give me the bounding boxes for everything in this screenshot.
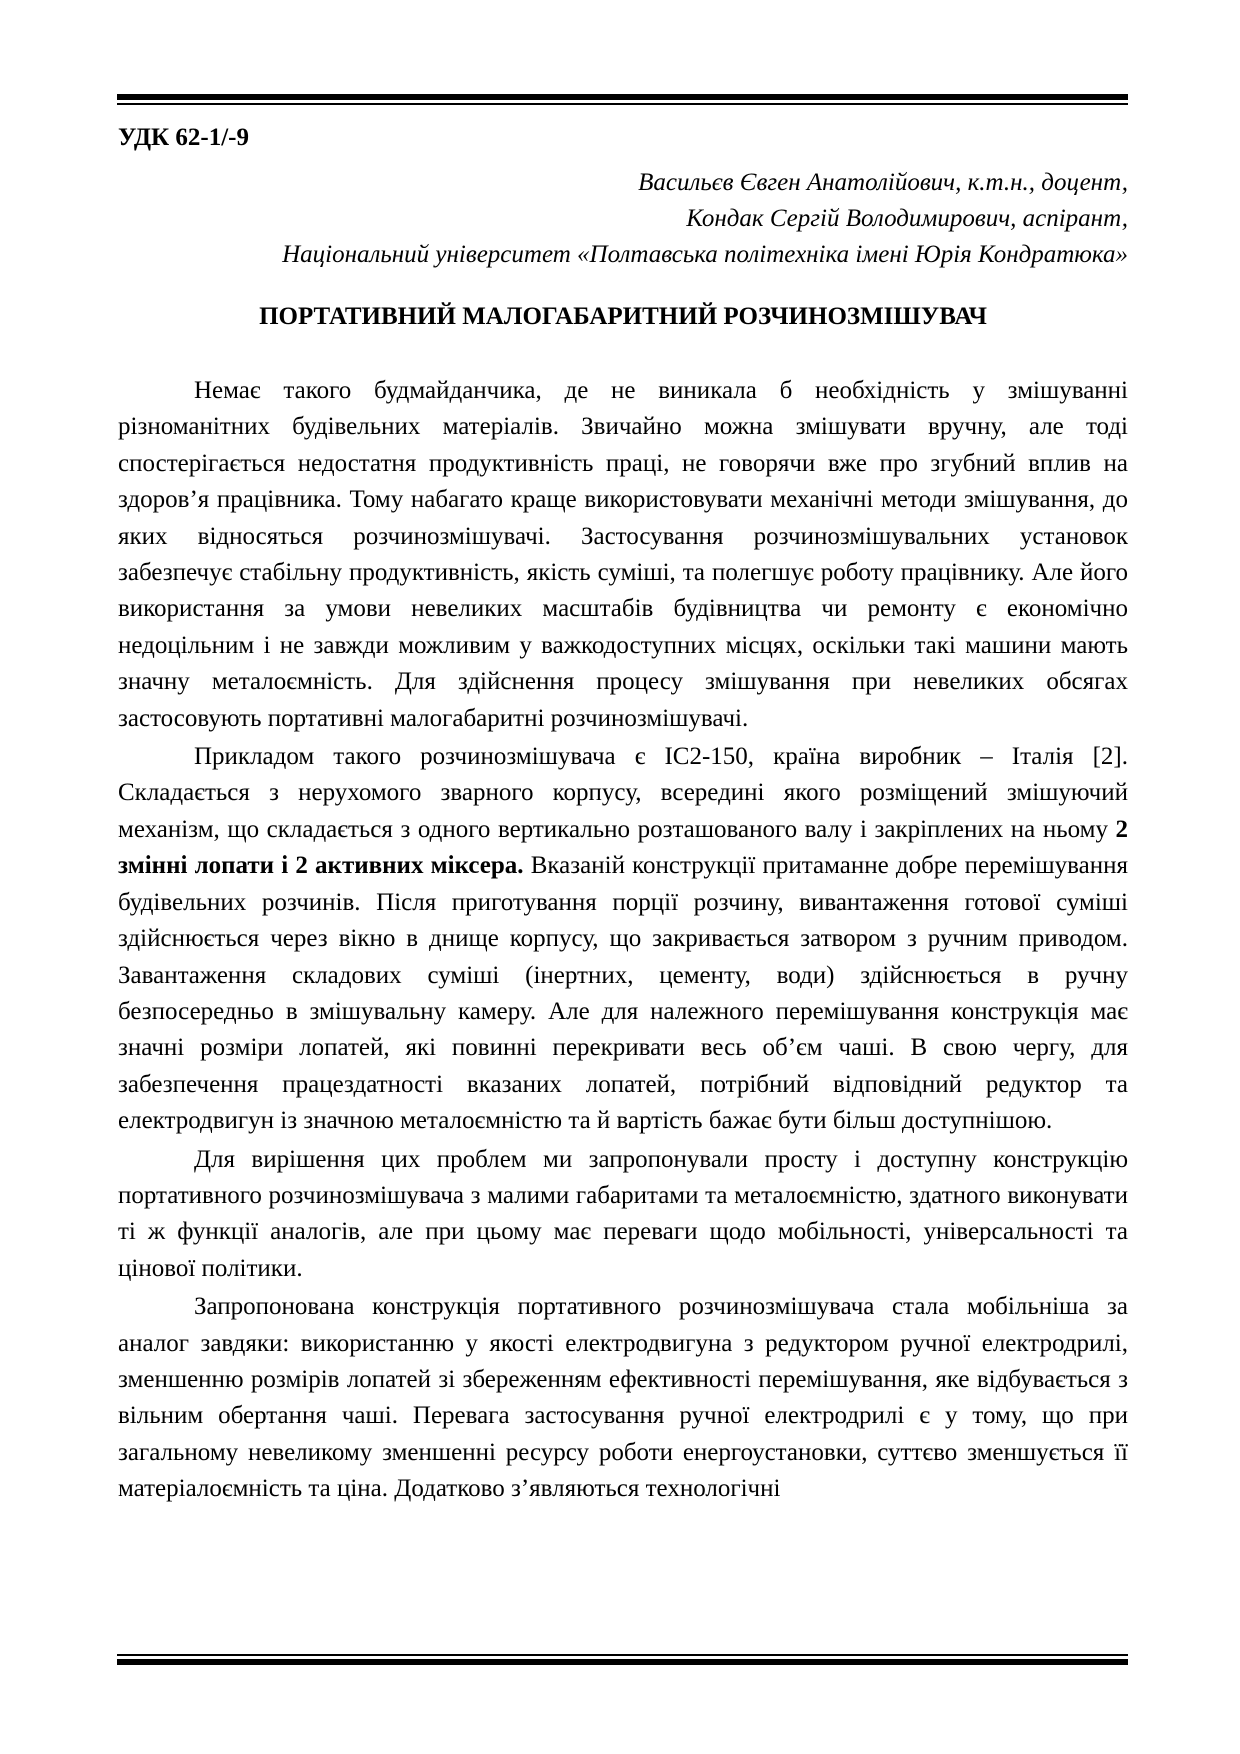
header-rule-thin-line — [117, 103, 1128, 105]
author-line-2: Кондак Сергій Володимирович, аспірант, — [686, 205, 1128, 232]
article-body — [118, 373, 1128, 1508]
paragraph-1: Немає такого будмайданчика, де не виникала б необхідність у змішуванні різноманітних будівельних матеріалів. Звичайно можна змішувати вручну, але тоді спостерігається недостатня продуктивність праці, не говорячи вже про згубний вплив на здоров’я працівника. Тому набагато краще використовувати механічні методи змішування, до яких відносяться розчинозмішувачі. Застосування розчинозмішувальних установок забезпечує стабільну продуктивність, якість суміші, та полегшує роботу працівнику. Але його використання за умови невеликих масштабів будівництва чи ремонту є економічно недоцільним і не завжди можливим у важкодоступних місцях, оскільки такі машини мають значну металоємність. Для здійснення процесу змішування при невеликих обсягах застосовують портативні малогабаритні розчинозмішувачі. — [118, 377, 1128, 732]
paragraph-2 — [118, 739, 1128, 1139]
paragraph-4: Запропонована конструкція портативного розчинозмішувача стала мобільніша за аналог завдяки: використанню у якості електродвигуна з редуктором ручної електродрилі, зменшенню розмірів лопатей зі збереженням ефективності перемішування, яке відбувається з вільним обертання чаші. Перевага застосування ручної електродрилі є у тому, що при загальному невеликому зменшенні ресурсу роботи енергоустановки, суттєво зменшується її матеріалоємність та ціна. Додатково з’являються технологічні — [118, 1293, 1128, 1503]
paragraph-2-text-start: Прикладом такого розчинозмішувача є ІС2-150, країна виробник – Італія [2]. Складається з нерухомого зварного корпусу, всередині якого розміщений змішуючий механізм, що складається з одного вертикально розташованого валу і закріплених на ньому — [118, 743, 1128, 843]
udk-code: УДК 62-1/-9 — [118, 124, 249, 151]
author-block — [118, 165, 1128, 273]
header-rule — [117, 94, 1128, 105]
footer-rule-thin-line — [117, 1654, 1128, 1656]
footer-rule — [117, 1654, 1128, 1665]
author-line-1: Васильєв Євген Анатолійович, к.т.н., доцент, — [638, 169, 1128, 196]
paragraph-3: Для вирішення цих проблем ми запропонували просту і доступну конструкцію портативного розчинозмішувача з малими габаритами та металоємністю, здатного виконувати ті ж функції аналогів, але при цьому має переваги щодо мобільності, універсальності та цінової політики. — [118, 1145, 1128, 1282]
paragraph-2-text-end: Вказаній конструкції притаманне добре перемішування будівельних розчинів. Після приготування порції розчину, вивантаження готової суміші здійснюється через вікно в днище корпусу, що закривається затвором з ручним приводом. Завантаження складових суміші (інертних, цементу, води) здійснюється в ручну безпосередньо в змішувальну камеру. Але для належного перемішування конструкція має значні розміри лопатей, які повинні перекривати весь об’єм чаші. В свою чергу, для забезпечення працездатності вказаних лопатей, потрібний відповідний редуктор та електродвигун із значною металоємністю та й вартість бажає бути більш доступнішою. — [118, 852, 1128, 1135]
footer-rule-thick-line — [117, 1659, 1128, 1665]
affiliation-line: Національний університет «Полтавська політехніка імені Юрія Кондратюка» — [282, 241, 1128, 268]
header-rule-thick-line — [117, 94, 1128, 100]
paper-title: ПОРТАТИВНИЙ МАЛОГАБАРИТНИЙ РОЗЧИНОЗМІШУВАЧ — [259, 303, 987, 330]
paragraph-2-bold-text: 2 змінні лопати і 2 активних міксера. — [118, 815, 1128, 880]
